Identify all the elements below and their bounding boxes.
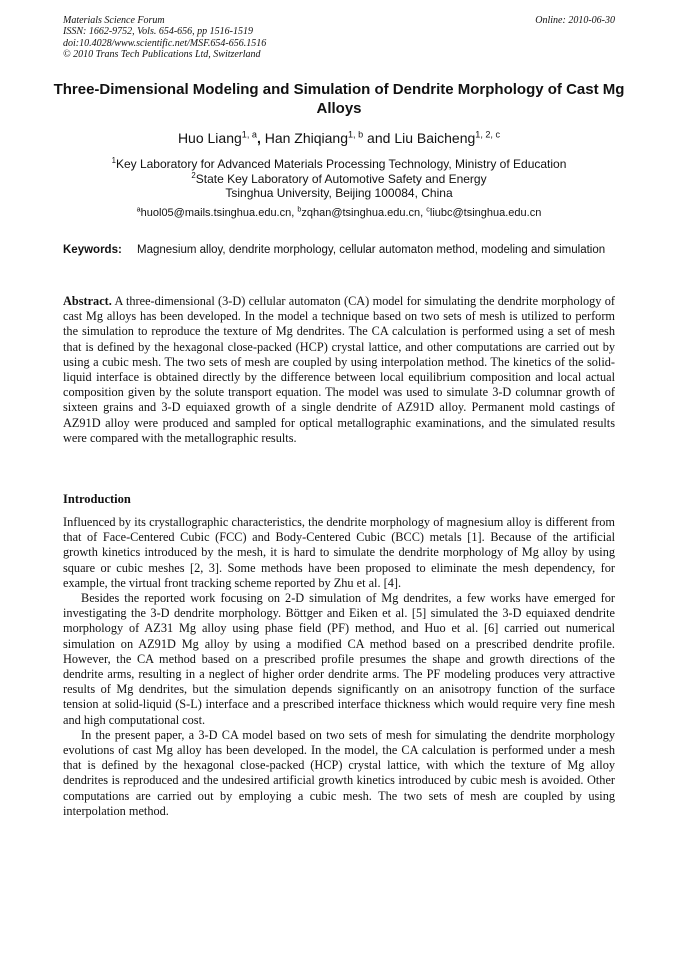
journal-name: Materials Science Forum (63, 15, 165, 26)
paper-title: Three-Dimensional Modeling and Simulation of Dendrite Morphology of Cast Mg Alloys (53, 81, 625, 117)
author-sep: and (363, 130, 395, 146)
doi-line: doi:10.4028/www.scientific.net/MSF.654-656.1516 (63, 37, 267, 49)
email-sup: b (297, 205, 302, 214)
keywords-label: Keywords: (63, 244, 122, 256)
affiliation-2 (40, 172, 638, 187)
affiliation-text: Tsinghua University, Beijing 100084, China (225, 186, 453, 200)
author-sep: , (256, 130, 265, 146)
email-link[interactable]: huol05@mails.tsinghua.edu.cn (140, 207, 292, 219)
copyright-line: © 2010 Trans Tech Publications Ltd, Switzerland (63, 49, 261, 61)
affiliation-sup: 1 (111, 156, 116, 165)
email-link[interactable]: liubc@tsinghua.edu.cn (429, 207, 542, 219)
author-name: Huo Liang (177, 130, 242, 146)
introduction-body (63, 515, 615, 819)
author-list (40, 130, 638, 146)
intro-paragraph: Influenced by its crystallographic characteristics, the dendrite morphology of magnesium alloy is different from that of Face-Centered Cubic (FCC) and Body-Centered Cubic (BCC) metals [1]. Because of the artificial growth kinetics introduced by the mesh, it is hard to simulate the dendrite morphology of Mg alloy by using square or cubic meshes [2, 3]. Some methods have been proposed to eliminate the mesh dependency, for example, the virtual front tracking scheme reported by Zhu et al. [4]. (63, 515, 615, 590)
author-sup: 1, a (241, 129, 257, 140)
affiliations (40, 157, 638, 201)
author-name: Han Zhiqiang (264, 130, 348, 146)
affiliation-sup: 2 (191, 170, 196, 180)
email-sup: c (426, 205, 430, 214)
email-link[interactable]: zqhan@tsinghua.edu.cn (301, 207, 421, 219)
keywords-text: Magnesium alloy, dendrite morphology, cellular automaton method, modeling and simulation (137, 244, 606, 256)
issn-line: ISSN: 1662-9752, Vols. 654-656, pp 1516-1519 (63, 26, 253, 38)
author-sup: 1, 2, c (475, 129, 501, 140)
author-sup: 1, b (348, 129, 364, 140)
publication-meta (63, 15, 623, 61)
abstract-label: Abstract. (63, 294, 112, 308)
introduction-heading: Introduction (63, 492, 131, 506)
email-list: $^a$huol05@mails.tsinghua.edu.cn, $^b$zqhan@tsinghua.edu.cn, $^c$liubc@tsinghua.edu.cn (136, 205, 542, 219)
affiliation-text: State Key Laboratory of Automotive Safety and Energy (195, 171, 487, 186)
affiliation-text: Key Laboratory for Advanced Materials Processing Technology, Ministry of Education (115, 157, 567, 171)
abstract (63, 294, 615, 446)
abstract-text: A three-dimensional (3-D) cellular automaton (CA) model for simulating the dendrite morphology of cast Mg alloys has been developed. In the model a technique based on two sets of mesh is utilized to perform the simulation to reproduce the texture of Mg dendrites. The CA calculation is performed using a set of mesh that is defined by the hexagonal close-packed (HCP) crystal lattice, and other computations are carried out by using a cubic mesh. The two sets of mesh are coupled by using interpolation method. The kinetics of the solid-liquid interface is obtained directly by the difference between local equilibrium composition and local actual composition given by the solute transport equation. The model was used to simulate 3-D columnar growth of sixteen grains and 3-D equiaxed growth of a single dendrite of AZ91D alloy. Permanent mold castings of AZ91D alloy were produced and sampled for optical metallographic examinations, and the simulated results were compared with the metallographic results. (63, 294, 615, 445)
author-name: Liu Baicheng (394, 130, 476, 146)
affiliation-3 (40, 186, 638, 201)
intro-paragraph: Besides the reported work focusing on 2-D simulation of Mg dendrites, a few works have emerged for investigating the 3-D dendrite morphology. Böttger and Eiken et al. [5] simulated the 3-D equiaxed dendrite morphology of AZ31 Mg alloy using phase field (PF) method, and Huo et al. [6] carried out numerical simulation on AZ91D Mg alloy by using a modified CA method based on a prescribed dendrite profile. However, the CA method based on a prescribed profile presumes the shape and growth directions of the dendrite arms, resulting in a neglect of higher order dendrite arms. The PF modeling produces very attractive results of Mg dendrites, but the simulation depends significantly on an anisotropy function of the surface tension at solid-liquid (S-L) interface and a prescribed interface thickness which would require very fine mesh and high computational cost. (63, 591, 615, 727)
email-sup: a (136, 205, 141, 214)
intro-paragraph: In the present paper, a 3-D CA model based on two sets of mesh for simulating the dendrite morphology evolutions of cast Mg alloy has been developed. In the model, the CA calculation is performed under a mesh that is defined by the hexagonal close-packed (HCP) crystal lattice, with which the texture of Mg alloy dendrites is reproduced and the undesired artificial growth kinetics introduced by cubic mesh is avoided. Other computations are carried out by employing a cubic mesh. The two sets of mesh are coupled by using interpolation method. (63, 727, 615, 818)
affiliation-1 (40, 157, 638, 172)
keywords-block (63, 243, 615, 258)
online-date: Online: 2010-06-30 (535, 15, 615, 26)
